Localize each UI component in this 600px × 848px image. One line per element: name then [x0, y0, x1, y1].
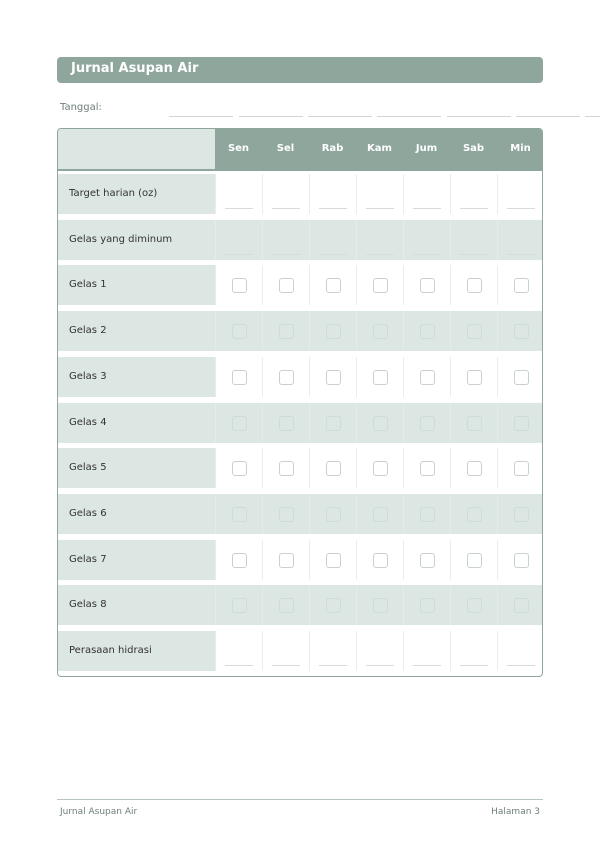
table-row	[58, 585, 542, 625]
checkbox[interactable]	[420, 278, 435, 293]
cell-min	[497, 220, 543, 260]
page-title: Jurnal Asupan Air	[71, 61, 199, 76]
checkbox[interactable]	[373, 507, 388, 522]
page-number: Halaman 3	[491, 807, 540, 817]
row-label: Gelas 3	[69, 370, 107, 382]
checkbox[interactable]	[514, 461, 529, 476]
cell-jum	[403, 403, 450, 443]
row-label-cell	[58, 403, 215, 443]
day-header-sab: Sab	[462, 143, 485, 154]
table-row	[58, 448, 542, 488]
cell-sen	[215, 311, 262, 351]
cell-kam	[356, 403, 403, 443]
row-label: Gelas 6	[69, 507, 107, 519]
row-label: Target harian (oz)	[69, 188, 158, 199]
cell-jum	[403, 585, 450, 625]
checkbox[interactable]	[232, 324, 247, 339]
checkbox[interactable]	[514, 324, 529, 339]
date-line-2[interactable]	[239, 116, 303, 117]
checkbox[interactable]	[232, 370, 247, 385]
cell-jum	[403, 357, 450, 397]
row-label-cell	[58, 220, 215, 260]
cell-sel	[262, 448, 309, 488]
checkbox[interactable]	[279, 416, 294, 431]
cell-min	[497, 540, 543, 580]
table-row	[58, 174, 542, 214]
cell-rab	[309, 174, 356, 214]
date-line-5[interactable]	[447, 116, 511, 117]
cell-rab	[309, 357, 356, 397]
cell-min	[497, 494, 543, 534]
cell-sen	[215, 403, 262, 443]
day-header-kam: Kam	[367, 143, 392, 154]
checkbox[interactable]	[467, 370, 482, 385]
cell-sel	[262, 174, 309, 214]
checkbox[interactable]	[514, 507, 529, 522]
cell-kam	[356, 311, 403, 351]
cell-sab	[450, 540, 497, 580]
row-label-cell	[58, 311, 215, 351]
table-row	[58, 265, 542, 305]
checkbox[interactable]	[326, 553, 341, 568]
checkbox[interactable]	[232, 278, 247, 293]
header-corner	[58, 129, 215, 169]
cell-rab	[309, 585, 356, 625]
checkbox[interactable]	[326, 324, 341, 339]
row-label: Perasaan hidrasi	[69, 645, 152, 656]
row-label-cell	[58, 265, 215, 305]
write-in-line[interactable]	[460, 254, 488, 255]
write-in-line[interactable]	[413, 665, 441, 666]
row-label: Gelas 7	[69, 553, 107, 565]
cell-sab	[450, 631, 497, 671]
write-in-line[interactable]	[319, 254, 347, 255]
write-in-line[interactable]	[319, 208, 347, 209]
row-label-cell	[58, 631, 215, 671]
row-label: Gelas yang diminum	[69, 233, 173, 245]
checkbox[interactable]	[373, 324, 388, 339]
checkbox[interactable]	[514, 278, 529, 293]
write-in-line[interactable]	[272, 665, 300, 666]
cell-sen	[215, 357, 262, 397]
checkbox[interactable]	[373, 553, 388, 568]
checkbox[interactable]	[420, 324, 435, 339]
table-row	[58, 357, 542, 397]
cell-sel	[262, 494, 309, 534]
checkbox[interactable]	[420, 598, 435, 613]
cell-kam	[356, 357, 403, 397]
checkbox[interactable]	[326, 507, 341, 522]
row-label-cell	[58, 585, 215, 625]
checkbox[interactable]	[279, 598, 294, 613]
checkbox[interactable]	[467, 416, 482, 431]
cell-kam	[356, 220, 403, 260]
cell-sab	[450, 403, 497, 443]
cell-min	[497, 403, 543, 443]
cell-sel	[262, 631, 309, 671]
checkbox[interactable]	[279, 461, 294, 476]
checkbox[interactable]	[420, 553, 435, 568]
table-row	[58, 403, 542, 443]
cell-jum	[403, 220, 450, 260]
cell-jum	[403, 174, 450, 214]
row-label-cell	[58, 174, 215, 214]
checkbox[interactable]	[514, 598, 529, 613]
checkbox[interactable]	[232, 598, 247, 613]
cell-sab	[450, 494, 497, 534]
checkbox[interactable]	[420, 507, 435, 522]
checkbox[interactable]	[279, 507, 294, 522]
cell-kam	[356, 174, 403, 214]
footer-divider	[57, 799, 543, 800]
cell-min	[497, 585, 543, 625]
cell-rab	[309, 403, 356, 443]
day-header-sen: Sen	[227, 143, 250, 154]
row-label-cell	[58, 357, 215, 397]
checkbox[interactable]	[514, 553, 529, 568]
table-row	[58, 494, 542, 534]
date-line-6[interactable]	[516, 116, 580, 117]
cell-rab	[309, 631, 356, 671]
cell-kam	[356, 585, 403, 625]
write-in-line[interactable]	[225, 254, 253, 255]
cell-sen	[215, 494, 262, 534]
footer-title: Jurnal Asupan Air	[60, 807, 138, 817]
checkbox[interactable]	[326, 416, 341, 431]
write-in-line[interactable]	[460, 208, 488, 209]
checkbox[interactable]	[373, 278, 388, 293]
row-label: Gelas 1	[69, 279, 107, 291]
date-line-3[interactable]	[308, 116, 372, 117]
row-label-cell	[58, 540, 215, 580]
cell-sen	[215, 174, 262, 214]
cell-kam	[356, 540, 403, 580]
cell-sab	[450, 174, 497, 214]
checkbox[interactable]	[373, 370, 388, 385]
checkbox[interactable]	[373, 461, 388, 476]
row-label-cell	[58, 494, 215, 534]
date-label: Tanggal:	[60, 102, 102, 113]
checkbox[interactable]	[420, 461, 435, 476]
cell-sab	[450, 265, 497, 305]
date-line-1[interactable]	[169, 116, 233, 117]
checkbox[interactable]	[467, 598, 482, 613]
write-in-line[interactable]	[366, 254, 394, 255]
checkbox[interactable]	[467, 553, 482, 568]
table-row	[58, 540, 542, 580]
checkbox[interactable]	[232, 461, 247, 476]
checkbox[interactable]	[326, 461, 341, 476]
cell-sab	[450, 585, 497, 625]
checkbox[interactable]	[326, 370, 341, 385]
checkbox[interactable]	[279, 553, 294, 568]
cell-kam	[356, 631, 403, 671]
write-in-line[interactable]	[272, 208, 300, 209]
write-in-line[interactable]	[460, 665, 488, 666]
cell-rab	[309, 311, 356, 351]
cell-sen	[215, 585, 262, 625]
row-label-cell	[58, 448, 215, 488]
cell-rab	[309, 494, 356, 534]
cell-rab	[309, 265, 356, 305]
checkbox[interactable]	[467, 461, 482, 476]
row-label: Gelas 4	[69, 416, 107, 428]
write-in-line[interactable]	[507, 208, 535, 209]
cell-sab	[450, 357, 497, 397]
cell-rab	[309, 220, 356, 260]
table-row	[58, 631, 542, 671]
row-label: Gelas 2	[69, 325, 107, 337]
day-header-sel: Sel	[276, 143, 295, 154]
checkbox[interactable]	[232, 416, 247, 431]
cell-sen	[215, 448, 262, 488]
cell-rab	[309, 448, 356, 488]
checkbox[interactable]	[514, 370, 529, 385]
write-in-line[interactable]	[413, 208, 441, 209]
cell-jum	[403, 631, 450, 671]
cell-jum	[403, 448, 450, 488]
checkbox[interactable]	[326, 598, 341, 613]
checkbox[interactable]	[514, 416, 529, 431]
checkbox[interactable]	[232, 553, 247, 568]
day-header-rab: Rab	[321, 143, 344, 154]
write-in-line[interactable]	[366, 208, 394, 209]
cell-kam	[356, 265, 403, 305]
day-header-jum: Jum	[415, 143, 438, 154]
cell-sen	[215, 220, 262, 260]
write-in-line[interactable]	[272, 254, 300, 255]
checkbox[interactable]	[467, 507, 482, 522]
checkbox[interactable]	[467, 278, 482, 293]
cell-sen	[215, 540, 262, 580]
checkbox[interactable]	[373, 416, 388, 431]
checkbox[interactable]	[420, 370, 435, 385]
cell-sel	[262, 357, 309, 397]
table-row	[58, 311, 542, 351]
cell-kam	[356, 448, 403, 488]
cell-jum	[403, 265, 450, 305]
cell-sel	[262, 540, 309, 580]
cell-sab	[450, 448, 497, 488]
cell-rab	[309, 540, 356, 580]
checkbox[interactable]	[232, 507, 247, 522]
day-header-min: Min	[510, 143, 531, 154]
checkbox[interactable]	[279, 278, 294, 293]
cell-min	[497, 357, 543, 397]
checkbox[interactable]	[279, 324, 294, 339]
write-in-line[interactable]	[507, 254, 535, 255]
date-line-4[interactable]	[377, 116, 441, 117]
cell-sel	[262, 403, 309, 443]
cell-sen	[215, 631, 262, 671]
write-in-line[interactable]	[319, 665, 347, 666]
checkbox[interactable]	[326, 278, 341, 293]
cell-min	[497, 265, 543, 305]
cell-jum	[403, 540, 450, 580]
write-in-line[interactable]	[366, 665, 394, 666]
cell-min	[497, 448, 543, 488]
hydration-table	[57, 128, 543, 677]
cell-sab	[450, 311, 497, 351]
cell-min	[497, 311, 543, 351]
cell-sel	[262, 265, 309, 305]
cell-jum	[403, 311, 450, 351]
cell-sen	[215, 265, 262, 305]
cell-sab	[450, 220, 497, 260]
cell-sel	[262, 585, 309, 625]
cell-jum	[403, 494, 450, 534]
day-header	[215, 129, 542, 169]
write-in-line[interactable]	[225, 208, 253, 209]
cell-sel	[262, 311, 309, 351]
write-in-line[interactable]	[413, 254, 441, 255]
cell-min	[497, 631, 543, 671]
write-in-line[interactable]	[225, 665, 253, 666]
cell-sel	[262, 220, 309, 260]
date-line-7[interactable]	[585, 116, 600, 117]
checkbox[interactable]	[373, 598, 388, 613]
title-bar	[57, 57, 543, 83]
checkbox[interactable]	[467, 324, 482, 339]
checkbox[interactable]	[420, 416, 435, 431]
cell-min	[497, 174, 543, 214]
write-in-line[interactable]	[507, 665, 535, 666]
table-row	[58, 220, 542, 260]
cell-kam	[356, 494, 403, 534]
header-divider	[58, 169, 542, 171]
row-label: Gelas 8	[69, 599, 107, 611]
checkbox[interactable]	[279, 370, 294, 385]
row-label: Gelas 5	[69, 462, 107, 474]
